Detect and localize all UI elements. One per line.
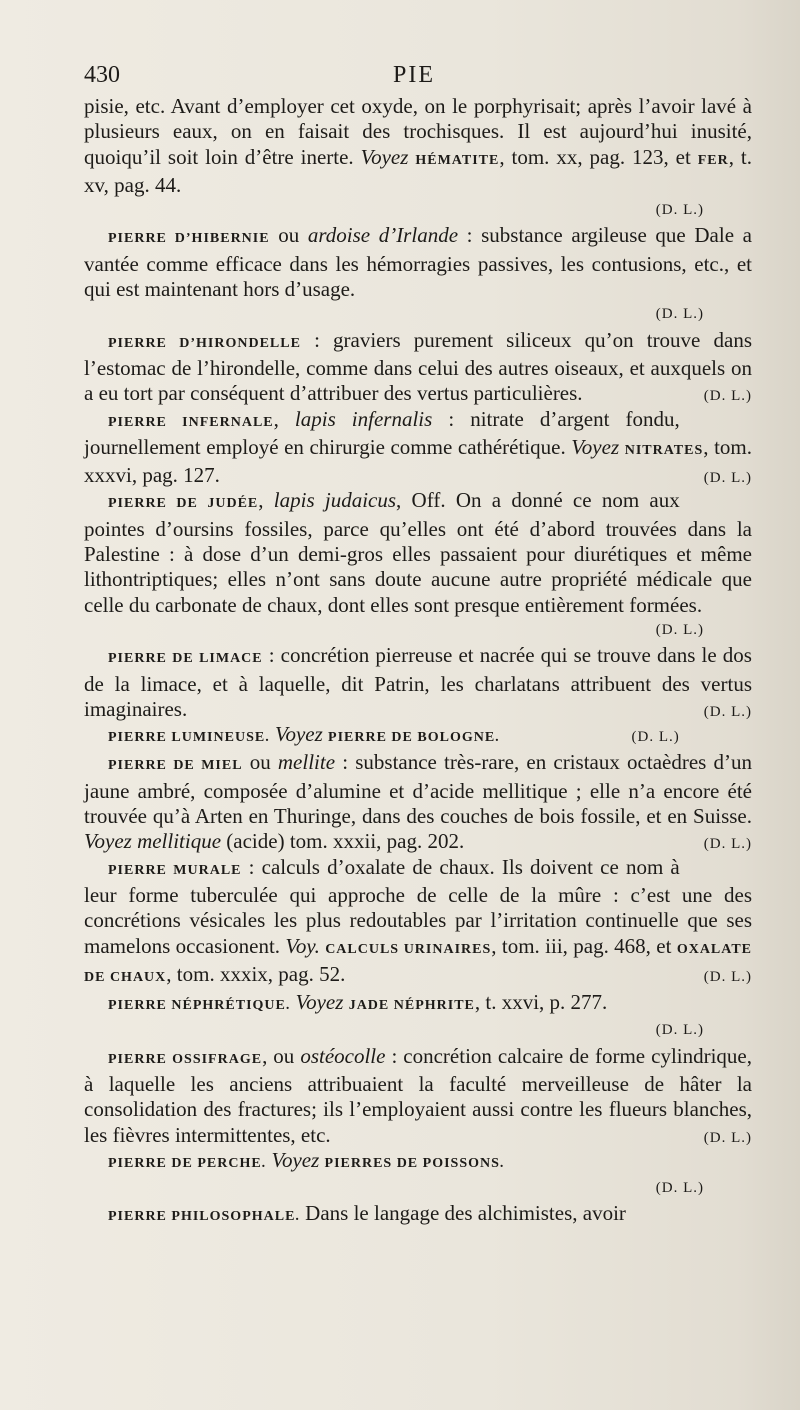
italic-term: Voyez — [571, 434, 620, 459]
small-caps-term: PIERRE LUMINEUSE. — [108, 730, 270, 746]
italic-term: lapis judaicus — [273, 488, 397, 513]
small-caps-term: HÉMATITE — [415, 152, 500, 168]
dictionary-entry — [84, 488, 752, 617]
italic-term: Voyez mellitique — [84, 829, 222, 854]
author-signature: (D. L.) — [655, 202, 704, 219]
small-caps-term: NITRATES — [624, 442, 704, 458]
author-signature: (D. L.) — [703, 470, 752, 487]
small-caps-term: PIERRE NÉPHRÉTIQUE. — [108, 998, 291, 1014]
small-caps-term: PIERRE D’HIRONDELLE — [108, 335, 301, 351]
entry-text: : nitrate d’argent fondu, journellement employé en chirurgie comme cathérétique. — [84, 406, 680, 459]
dictionary-entry — [84, 1148, 752, 1176]
italic-term: Voyez — [271, 1147, 320, 1172]
entry-text: , tom. iii, pag. 468, et — [491, 933, 677, 958]
dictionary-entry — [84, 94, 752, 198]
entry-text: , ou — [262, 1043, 301, 1068]
author-signature: (D. L.) — [703, 703, 752, 720]
author-signature: (D. L.) — [655, 621, 704, 638]
entry-text: , — [258, 488, 274, 513]
author-signature: (D. L.) — [655, 1180, 704, 1197]
dictionary-entry — [84, 750, 752, 854]
entry-text: , t. xxvi, p. 277. — [474, 990, 608, 1015]
entry-text: , tom. xxxix, pag. 52. — [166, 961, 346, 986]
small-caps-term: OXALATE DE CHAUX — [84, 941, 753, 985]
small-caps-term: PIERRE INFERNALE — [108, 414, 274, 430]
author-signature: (D. L.) — [655, 1022, 704, 1039]
italic-term: mellite — [277, 750, 336, 775]
entry-text: , tom. xx, pag. 123, et — [499, 144, 698, 169]
author-signature: (D. L.) — [703, 968, 752, 985]
author-signature: (D. L.) — [703, 388, 752, 405]
small-caps-term: JADE NÉPHRITE — [348, 998, 475, 1014]
dictionary-entry — [84, 1044, 752, 1148]
page-number: 430 — [84, 62, 120, 88]
entry-text: ou — [269, 223, 308, 248]
author-signature: (D. L.) — [655, 306, 704, 323]
italic-term: Voy. — [285, 933, 320, 958]
author-signature: (D. L.) — [703, 836, 752, 853]
small-caps-term: PIERRE PHILOSOPHALE. — [108, 1209, 300, 1225]
entry-text: : concrétion calcaire de forme cylindrique, à laquelle les anciens attribuaient la faculté merveilleuse de hâter la consolidation des fractures; ils l’employaient aussi contre les flueurs blanches, les fièvres intermittentes, etc. — [84, 1043, 753, 1147]
dictionary-entry — [84, 223, 752, 302]
entry-text: , t. xv, pag. 44. — [84, 144, 752, 197]
small-caps-term: PIERRE MURALE — [108, 862, 242, 878]
small-caps-term: PIERRE DE JUDÉE — [108, 496, 259, 512]
entry-text: , tom. xxxvi, pag. 127. — [84, 434, 752, 488]
small-caps-term: PIERRE D’HIBERNIE — [108, 231, 270, 247]
italic-term: lapis infernalis — [294, 406, 433, 431]
dictionary-entries — [84, 94, 752, 1230]
dictionary-entry — [84, 643, 752, 722]
entry-text: , — [273, 406, 295, 431]
small-caps-term: PIERRE DE BOLOGNE. — [328, 730, 500, 746]
small-caps-term: PIERRE DE LIMACE — [108, 651, 263, 667]
small-caps-term: PIERRES DE POISSONS. — [324, 1155, 505, 1171]
entry-text: : substance très-rare, en cristaux octaèdres d’un jaune ambré, composée d’alumine et d’acide mellitique ; elle n’a encore été trouvée qu’à Arten en Thuringe, dans des couches de bois fossile, et en Suisse. — [84, 750, 753, 829]
dictionary-entry — [84, 1201, 752, 1229]
entry-text: : substance argileuse que Dale a vantée comme efficace dans les hémorragies passives, les contusions, etc., et qui est maintenant hors d’usage. — [84, 223, 752, 302]
dictionary-entry — [84, 722, 752, 750]
italic-term: Voyez — [360, 144, 409, 169]
entry-text: : concrétion pierreuse et nacrée qui se trouve dans le dos de la limace, et à laquelle, dit Patrin, les charlatans attribuent des vertus imaginaires. — [84, 643, 752, 721]
italic-term: ardoise d’Irlande — [307, 223, 459, 248]
running-head: PIE — [393, 62, 435, 88]
italic-term: ostéocolle — [300, 1043, 386, 1068]
entry-text: , Off. On a donné ce nom aux pointes d’oursins fossiles, parce qu’elles ont été d’abord trouvées dans la Palestine : à dose d’un demi-gros elles passaient pour diurétiques et même lithontriptiques; elles n’ont sans doute aucune autre propriété médicale que celle du carbonate de chaux, dont elles sont presque entièrement formées. — [84, 488, 752, 617]
small-caps-term: FER — [697, 152, 729, 168]
dictionary-entry — [84, 990, 752, 1018]
italic-term: Voyez — [274, 722, 323, 747]
entry-text: (acide) tom. xxxii, pag. 202. — [221, 829, 465, 854]
small-caps-term: PIERRE DE MIEL — [108, 758, 243, 774]
entry-text: ou — [242, 750, 278, 775]
entry-text: : graviers purement siliceux qu’on trouve dans l’estomac de l’hirondelle, comme dans celui des autres oiseaux, et auxquels on a eu tort par conséquent d’attribuer des vertus particulières. — [84, 327, 752, 406]
small-caps-term: CALCULS URINAIRES — [325, 941, 492, 957]
dictionary-entry — [84, 855, 752, 990]
italic-term: Voyez — [295, 990, 344, 1015]
entry-text: pisie, etc. Avant d’employer cet oxyde, on le porphyrisait; après l’avoir lavé à plusieurs eaux, on en faisait des trochisques. Il est aujourd’hui inusité, quoiqu’il soit loin d’être inerte. — [84, 94, 752, 169]
entry-text: : calculs d’oxalate de chaux. Ils doivent ce nom à leur forme tuberculée qui approche de celle de la mûre : c’est une des concrétions vésicales les plus redoutables par l’irritation continuelle que ses mamelons occasionent. — [84, 854, 752, 958]
page-header — [84, 62, 744, 92]
dictionary-entry — [84, 328, 752, 407]
author-signature: (D. L.) — [703, 1129, 752, 1146]
author-signature: (D. L.) — [631, 729, 680, 746]
small-caps-term: PIERRE DE PERCHE. — [108, 1155, 267, 1171]
entry-text: Dans le langage des alchimistes, avoir — [299, 1201, 626, 1226]
small-caps-term: PIERRE OSSIFRAGE — [108, 1051, 263, 1067]
dictionary-entry — [84, 407, 752, 489]
